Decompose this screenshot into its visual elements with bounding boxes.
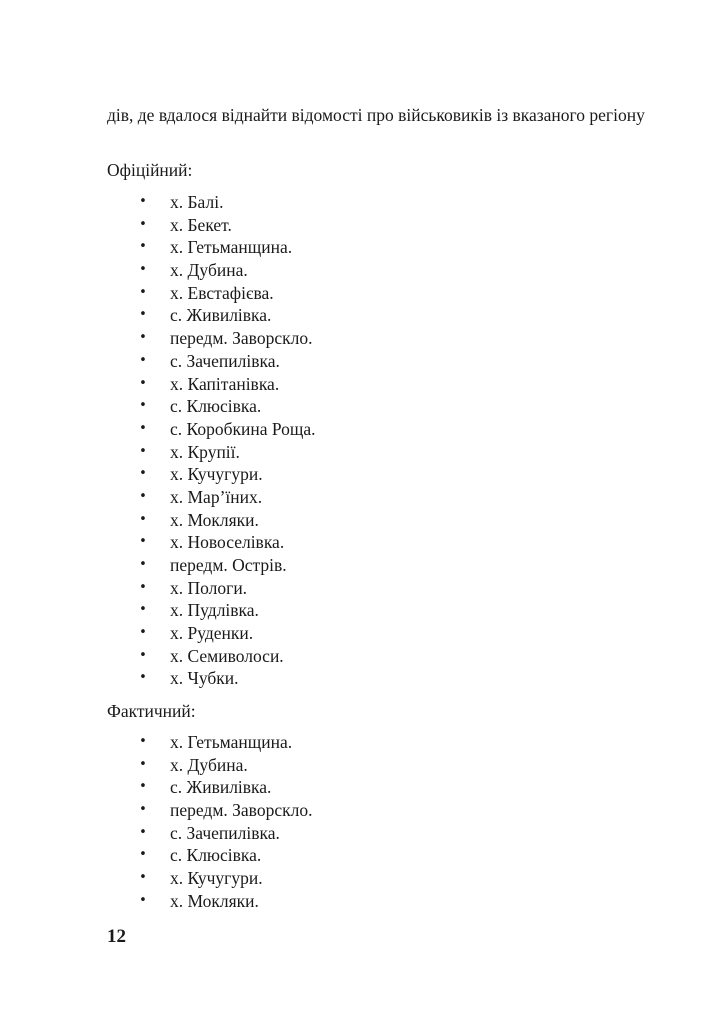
list-item <box>138 395 316 418</box>
list-item-text: с. Живилівка. <box>170 777 272 798</box>
list-item <box>138 327 316 350</box>
list-item-text: х. Новоселівка. <box>170 532 285 553</box>
list-item-text: х. Руденки. <box>170 623 254 644</box>
bullet-icon: • <box>139 352 147 368</box>
list-item <box>138 282 316 305</box>
list-item-text: х. Пудлівка. <box>170 600 259 621</box>
list-item-text: с. Зачепилівка. <box>170 350 280 371</box>
bullet-icon: • <box>139 511 147 527</box>
list-item-text: х. Гетьманщина. <box>170 237 293 258</box>
bullet-icon: • <box>139 216 147 232</box>
actual-list <box>138 731 312 913</box>
list-item <box>138 304 316 327</box>
list-item-text: с. Коробкина Роща. <box>170 418 316 439</box>
bullet-icon: • <box>139 466 147 482</box>
list-item <box>138 731 312 754</box>
bullet-icon: • <box>139 802 147 818</box>
bullet-icon: • <box>139 307 147 323</box>
bullet-icon: • <box>139 534 147 550</box>
list-item-text: х. Дубина. <box>170 260 248 281</box>
actual-heading: Фактичний: <box>107 701 196 721</box>
bullet-icon: • <box>139 557 147 572</box>
bullet-icon: • <box>139 443 147 459</box>
bullet-icon: • <box>139 330 147 346</box>
list-item <box>138 373 316 396</box>
bullet-icon: • <box>139 579 147 595</box>
bullet-icon: • <box>139 420 147 436</box>
list-item-text: х. Кучугури. <box>170 868 263 889</box>
list-item-text: х. Мар’їних. <box>170 486 263 507</box>
bullet-icon: • <box>139 779 147 795</box>
bullet-icon: • <box>139 488 147 504</box>
bullet-icon: • <box>139 262 147 278</box>
official-list <box>138 191 316 690</box>
bullet-icon: • <box>139 375 147 391</box>
bullet-icon: • <box>139 647 147 663</box>
bullet-icon: • <box>139 194 147 209</box>
list-item-text: х. Балі. <box>170 192 224 212</box>
list-item-text: х. Чубки. <box>170 668 239 689</box>
list-item <box>138 486 316 509</box>
bullet-icon: • <box>139 734 147 749</box>
list-item <box>138 236 316 259</box>
list-item-text: х. Капітанівка. <box>170 373 280 394</box>
list-item-text: х. Мокляки. <box>170 890 259 911</box>
list-item <box>138 259 316 282</box>
list-item-text: х. Евстафієва. <box>170 282 274 303</box>
list-item <box>138 890 312 913</box>
list-item-text: с. Клюсівка. <box>170 396 262 417</box>
page-number: 12 <box>107 926 126 947</box>
list-item <box>138 599 316 622</box>
list-item-text: х. Мокляки. <box>170 509 259 530</box>
list-item <box>138 441 316 464</box>
list-item <box>138 822 312 845</box>
list-item-text: х. Гетьманщина. <box>170 732 293 752</box>
list-item <box>138 418 316 441</box>
list-item <box>138 754 312 777</box>
list-item-text: х. Дубина. <box>170 754 248 775</box>
bullet-icon: • <box>139 625 147 641</box>
list-item <box>138 350 316 373</box>
intro-paragraph: дів, де вдалося віднайти відомості про військовиків із вказаного регіону <box>107 105 645 125</box>
list-item-text: с. Клюсівка. <box>170 845 262 866</box>
list-item-text: с. Живилівка. <box>170 305 272 326</box>
list-item <box>138 799 312 822</box>
bullet-icon: • <box>139 892 147 908</box>
bullet-icon: • <box>139 847 147 863</box>
list-item <box>138 776 312 799</box>
list-item-text: х. Бекет. <box>170 214 232 235</box>
list-item-text: передм. Острів. <box>170 555 287 575</box>
list-item-text: х. Кучугури. <box>170 464 263 485</box>
list-item <box>138 554 316 577</box>
list-item <box>138 645 316 668</box>
bullet-icon: • <box>139 602 147 618</box>
bullet-icon: • <box>139 870 147 886</box>
bullet-icon: • <box>139 398 147 414</box>
bullet-icon: • <box>139 284 147 300</box>
list-item <box>138 577 316 600</box>
bullet-icon: • <box>139 239 147 255</box>
list-item <box>138 509 316 532</box>
list-item <box>138 463 316 486</box>
bullet-icon: • <box>139 670 147 686</box>
list-item <box>138 191 316 214</box>
list-item <box>138 844 312 867</box>
list-item-text: с. Зачепилівка. <box>170 822 280 843</box>
bullet-icon: • <box>139 824 147 840</box>
list-item <box>138 667 316 690</box>
list-item-text: х. Крупії. <box>170 441 240 462</box>
bullet-icon: • <box>139 756 147 772</box>
list-item <box>138 867 312 890</box>
list-item-text: х. Семиволоси. <box>170 645 284 666</box>
list-item-text: х. Пологи. <box>170 577 248 598</box>
list-item-text: передм. Заворскло. <box>170 328 313 349</box>
list-item-text: передм. Заворскло. <box>170 800 313 821</box>
list-item <box>138 622 316 645</box>
list-item <box>138 531 316 554</box>
official-heading: Офіційний: <box>107 160 193 180</box>
list-item <box>138 214 316 237</box>
